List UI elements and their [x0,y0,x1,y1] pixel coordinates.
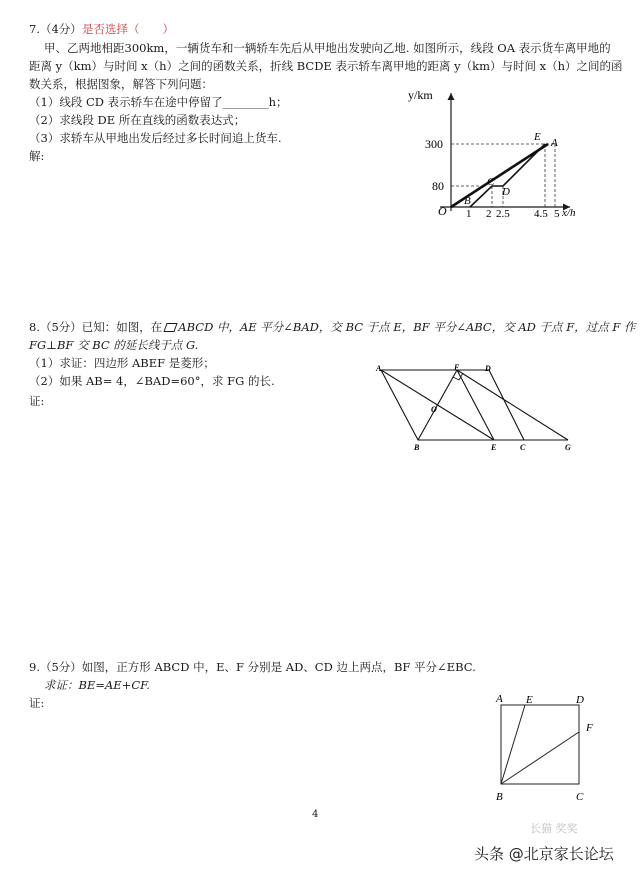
q8-label-E: E [491,443,497,452]
q8-line-FG [457,370,568,440]
q7-stem-line2: 距离 y（km）与时间 x（h）之间的函数关系，折线 BCDE 表示轿车离甲地的距离 y（km）与时间 x（h）之间的函 [29,59,623,73]
q8-stem-line2: FG⊥BF 交 BC 的延长线于点 G. [29,338,199,352]
q7-point-A-label: A [551,137,558,149]
q7-part3: （3）求轿车从甲地出发后经过多长时间追上货车. [29,131,282,145]
q7-point-D-label: D [502,186,510,198]
q9-label-E: E [526,694,533,706]
q7-point-B-label: B [464,195,471,207]
q7-origin-label: O [438,204,447,218]
q8-part1: （1）求证：四边形 ABEF 是菱形； [29,356,215,370]
q8-line1 [29,320,635,334]
q8-label-G: G [565,443,571,452]
q8-line-BF [418,370,457,440]
q9-square-figure [490,690,610,815]
q8-number: 8.（5分）已知：如图，在 [29,320,163,334]
q7-distance-time-graph [400,85,600,225]
q7-point-E-label: E [534,131,541,143]
q7-x-tick-2-5: 2.5 [496,208,510,220]
watermark-text: 头条 @北京家长论坛 [474,845,614,863]
q7-number: 7.（4分） [29,22,82,36]
q8-label-O: O [431,405,437,414]
faded-watermark: 长猫 奖奖 [530,822,578,835]
q8-label-C: C [520,443,526,452]
q7-stem-line3: 数关系，根据图象，解答下列问题： [29,77,213,91]
q9-label-A: A [496,693,503,705]
q8-label-F: F [454,363,460,372]
q7-y-tick-80: 80 [432,179,444,193]
q8-parallelogram-ABCD [381,370,524,440]
q9-statement: 求证：BE=AE+CF. [44,678,150,692]
q7-x-axis-label: x/h [562,207,576,219]
q8-answer-label: 证: [29,394,45,408]
q9-line-BF [501,732,579,784]
q9-line1: 9.（5分）如图，正方形 ABCD 中，E、F 分别是 AD、CD 边上两点，BF 平分∠EBC. [29,660,476,674]
q9-answer-label: 证: [29,696,45,710]
q9-label-B: B [496,791,503,803]
q7-point-C-label: C [487,176,495,188]
q7-x-tick-1: 1 [466,208,472,220]
q7-answer-label: 解: [29,149,45,163]
q7-part1: （1）线段 CD 表示轿车在途中停留了________h； [29,95,288,109]
q7-part2: （2）求线段 DE 所在直线的函数表达式； [29,113,246,127]
q7-y-axis-label: y/km [408,88,433,102]
q8-line-FE [457,370,494,440]
q9-line-BE [501,705,525,784]
q7-y-tick-300: 300 [425,137,443,151]
q9-label-F: F [586,722,593,734]
q7-x-tick-5: 5 [554,208,560,220]
q9-label-D: D [576,694,584,706]
page-number: 4 [312,809,319,820]
q8-parallelogram-figure [372,362,582,457]
q7-x-tick-2: 2 [486,208,492,220]
q8-part2: （2）如果 AB= 4，∠BAD=60°，求 FG 的长. [29,374,275,388]
q8-label-B: B [414,443,420,452]
q7-stem-line1: 甲、乙两地相距300km，一辆货车和一辆轿车先后从甲地出发驶向乙地. 如图所示，线段 OA 表示货车离甲地的 [44,41,611,55]
q7-x-tick-4-5: 4.5 [534,208,548,220]
parallelogram-icon [164,323,178,332]
q7-choice-tag: 是否选择（ ） [82,22,174,36]
q8-stem-line1: ABCD 中，AE 平分∠BAD，交 BC 于点 E，BF 平分∠ABC，交 AD 于点 F，过点 F 作 [178,320,636,334]
q8-label-A: A [376,364,382,373]
q8-label-D: D [485,364,491,373]
q9-label-C: C [576,791,584,803]
